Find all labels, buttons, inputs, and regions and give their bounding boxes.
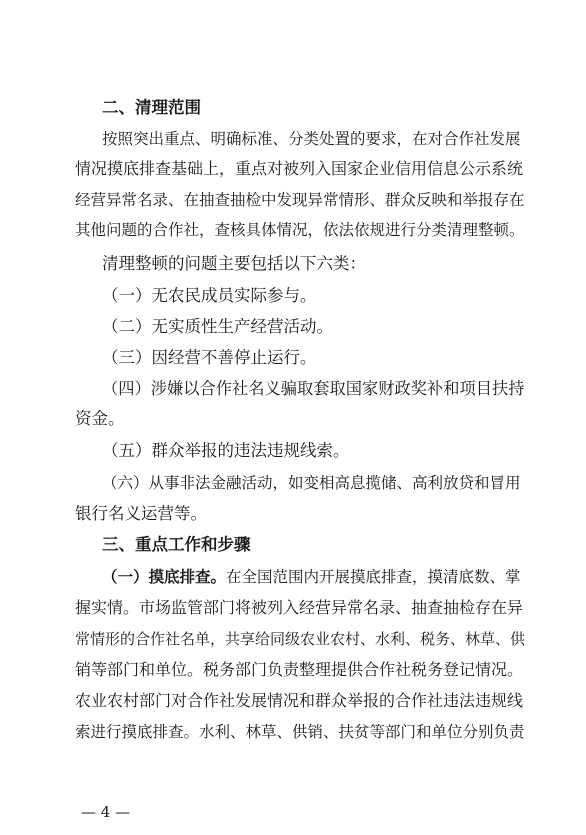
subsection-title: （一）摸底排查。 [102,568,227,586]
paragraph-line [102,563,526,591]
list-item-continuation: 资金。 [75,409,125,428]
paragraph-line: 销等部门和单位。税务部门负责整理提供合作社税务登记情况。 [75,660,524,679]
paragraph-line: 常情形的合作社名单，共享给同级农业农村、水利、税务、林草、供 [75,630,526,648]
paragraph-line: 经营异常名录、在抽查抽检中发现异常情形、群众反映和举报存在 [75,191,525,209]
paragraph-line: 其他问题的合作社，查核具体情况，依法依规进行分类清理整顿。 [75,221,525,239]
paragraph-line: 索进行摸底排查。水利、林草、供销、扶贫等部门和单位分别负责 [75,723,525,741]
section-heading-scope: 二、清理范围 [102,98,201,117]
paragraph-line: 清理整顿的问题主要包括以下六类： [102,254,366,273]
list-item: （三）因经营不善停止运行。 [102,348,317,367]
paragraph-text: 在全国范围内开展摸底排查，摸清底数、掌 [226,568,521,586]
list-item: （四）涉嫌以合作社名义骗取套取国家财政奖补和项目扶持 [102,379,525,398]
page-number: — 4 — [81,803,131,821]
list-item: （一）无农民成员实际参与。 [102,286,317,305]
paragraph-line: 握实情。市场监管部门将被列入经营异常名录、抽查抽检存在异 [75,598,524,617]
list-item: （六）从事非法金融活动，如变相高息揽储、高利放贷和冒用 [102,474,521,492]
list-item: （二）无实质性生产经营活动。 [102,317,333,336]
section-heading-steps: 三、重点工作和步骤 [102,535,251,554]
list-item: （五）群众举报的违法违规线索。 [102,441,350,460]
paragraph-line: 农业农村部门对合作社发展情况和群众举报的合作社违法违规线 [75,691,524,710]
paragraph-line: 情况摸底排查基础上，重点对被列入国家企业信用信息公示系统 [75,159,524,178]
list-item-continuation: 银行名义运营等。 [75,504,207,523]
paragraph-line: 按照突出重点、明确标准、分类处置的要求，在对合作社发展 [102,130,521,148]
